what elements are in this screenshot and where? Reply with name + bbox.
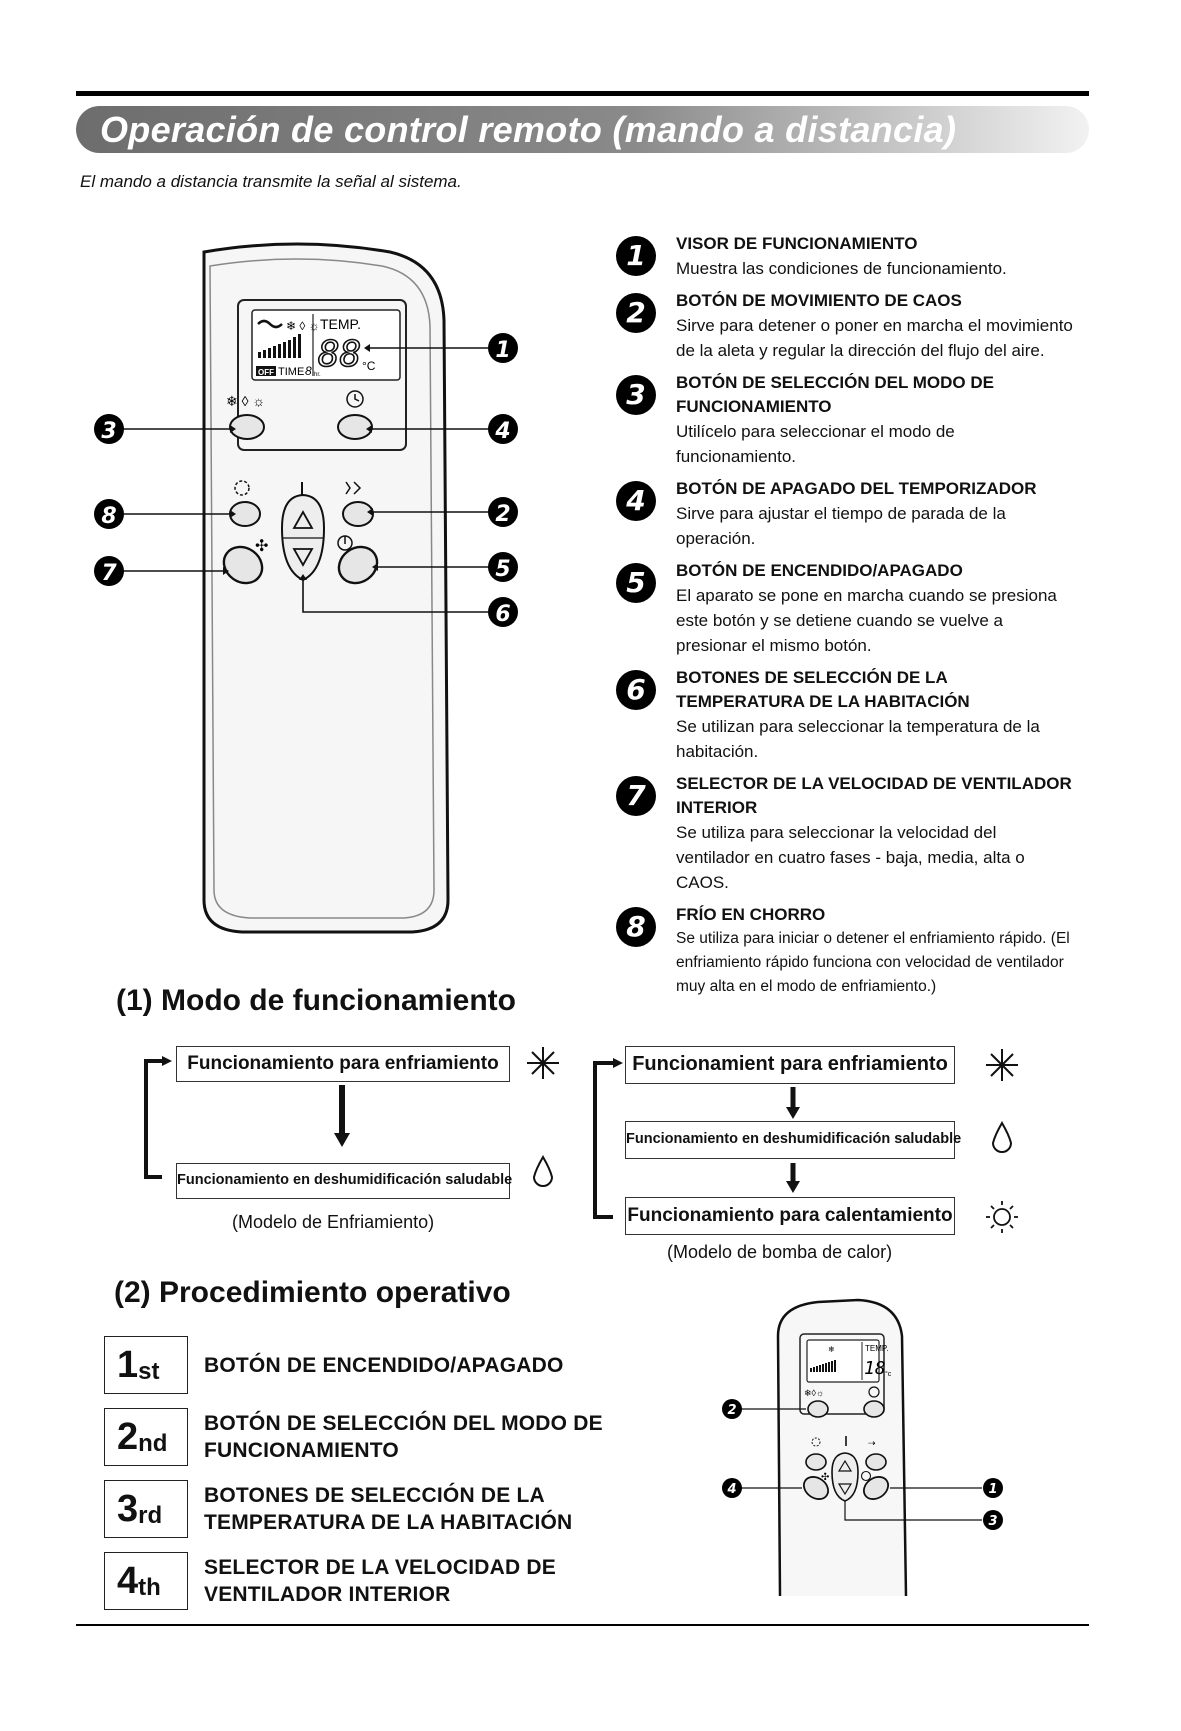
- legend-description: Muestra las condiciones de funcionamiento.: [676, 259, 1007, 278]
- legend-heading: BOTONES DE SELECCIÓN DE LA TEMPERATURA DE LA HABITACIÓN: [676, 668, 970, 711]
- legend-heading: BOTÓN DE SELECCIÓN DEL MODO DE FUNCIONAMIENTO: [676, 373, 994, 416]
- small-callout-1: [983, 1478, 1003, 1498]
- step-4-badge: $4_{th}$: [104, 1552, 188, 1610]
- svg-text:6: 6: [495, 602, 511, 627]
- callout-1: [488, 333, 518, 363]
- small-fan-icon: ✣: [821, 1472, 830, 1483]
- small-swing-button[interactable]: [866, 1454, 886, 1470]
- heat-pump-model-caption: (Modelo de bomba de calor): [667, 1242, 893, 1262]
- legend-number-badge: 6: [616, 670, 656, 710]
- legend-item: [614, 289, 1074, 363]
- legend-description: Se utilizan para seleccionar la temperatura de la habitación.: [676, 717, 1040, 761]
- droplet-icon: [993, 1123, 1011, 1152]
- callout-8: [94, 499, 124, 529]
- cooling-model-caption: (Modelo de Enfriamiento): [232, 1212, 435, 1232]
- legend-number-badge: 1: [616, 236, 656, 276]
- legend-item: [614, 232, 1074, 281]
- droplet-icon: [534, 1157, 552, 1186]
- legend-heading: SELECTOR DE LA VELOCIDAD DE VENTILADOR INTERIOR: [676, 774, 1072, 817]
- small-remote-illustration: [718, 1296, 1018, 1616]
- svg-text:5: 5: [495, 557, 511, 582]
- snowflake-icon: [986, 1049, 1018, 1081]
- small-mode-button[interactable]: [808, 1401, 828, 1417]
- legend-number-badge: 5: [616, 563, 656, 603]
- legend-item: [614, 772, 1074, 895]
- step-3-label: BOTONES DE SELECCIÓN DE LA TEMPERATURA DE LA HABITACIÓN: [204, 1484, 573, 1534]
- svg-text:3: 3: [988, 1514, 998, 1529]
- callout-2: [488, 497, 518, 527]
- lcd-hr-label: hr.: [314, 372, 321, 378]
- small-callout-3: [983, 1510, 1003, 1530]
- step-2-badge: $2_{nd}$: [104, 1408, 188, 1466]
- procedure-section-title: (2) Procedimiento operativo: [114, 1276, 511, 1309]
- button-legend: [614, 232, 1074, 1007]
- timer-off-button[interactable]: [338, 415, 372, 439]
- legend-description: Se utiliza para seleccionar la velocidad del ventilador en cuatro fases - baja, media, alta o CAOS.: [676, 823, 1025, 892]
- sun-icon: [986, 1201, 1018, 1233]
- svg-text:1: 1: [988, 1482, 998, 1497]
- step-1-label: BOTÓN DE ENCENDIDO/APAGADO: [204, 1354, 564, 1377]
- legend-heading: FRÍO EN CHORRO: [676, 905, 826, 924]
- legend-description: Sirve para ajustar el tiempo de parada de la operación.: [676, 504, 1006, 548]
- legend-number-badge: 8: [616, 907, 656, 947]
- small-mode-icons: ❄◊☼: [804, 1388, 825, 1398]
- chaos-swing-button[interactable]: [343, 502, 373, 526]
- svg-text:3: 3: [101, 419, 117, 444]
- legend-item: [614, 477, 1074, 551]
- legend-heading: VISOR DE FUNCIONAMIENTO: [676, 234, 918, 253]
- fan-icon: ✣: [255, 538, 269, 555]
- small-jet-button[interactable]: [806, 1454, 826, 1470]
- hp-cooling-mode-box: Funcionamient para enfriamiento: [625, 1046, 955, 1084]
- callout-3: [94, 414, 124, 444]
- legend-item: [614, 903, 1074, 999]
- legend-description: El aparato se pone en marcha cuando se presiona este botón y se detiene cuando se vuelve a presionar el mismo botón.: [676, 586, 1057, 655]
- step-3-badge: $3_{rd}$: [104, 1480, 188, 1538]
- snowflake-icon: [527, 1047, 559, 1079]
- mode-select-button[interactable]: [230, 415, 264, 439]
- intro-text: El mando a distancia transmite la señal al sistema.: [80, 172, 462, 191]
- lcd-time-digit: 8: [305, 364, 312, 378]
- mode-section-title: (1) Modo de funcionamiento: [116, 984, 516, 1017]
- legend-number-badge: 4: [616, 481, 656, 521]
- page-title: Operación de control remoto (mando a distancia): [100, 109, 957, 150]
- lcd-mode-icons: ❄ ◊ ☼: [286, 319, 320, 333]
- hp-heating-mode-box: Funcionamiento para calentamiento: [625, 1197, 955, 1235]
- legend-item: [614, 371, 1074, 469]
- lcd-time-label: TIME: [278, 366, 305, 378]
- legend-number-badge: 7: [616, 776, 656, 816]
- svg-text:2: 2: [727, 1403, 737, 1418]
- remote-illustration: [90, 240, 590, 960]
- legend-item: [614, 559, 1074, 658]
- legend-heading: BOTÓN DE ENCENDIDO/APAGADO: [676, 561, 963, 580]
- svg-text:4: 4: [495, 419, 511, 444]
- legend-heading: BOTÓN DE APAGADO DEL TEMPORIZADOR: [676, 479, 1037, 498]
- callout-7: [94, 556, 124, 586]
- step-4-label: SELECTOR DE LA VELOCIDAD DE VENTILADOR INTERIOR: [204, 1556, 556, 1606]
- small-callout-4: [722, 1478, 742, 1498]
- step-1-badge: $1_{st}$: [104, 1336, 188, 1394]
- callout-5: [488, 552, 518, 582]
- svg-text:4: 4: [727, 1482, 737, 1497]
- callout-6: [488, 597, 518, 627]
- small-timer-button[interactable]: [864, 1401, 884, 1417]
- svg-text:2: 2: [495, 502, 511, 527]
- svg-text:1: 1: [495, 338, 511, 363]
- small-callout-2: [722, 1399, 742, 1419]
- legend-number-badge: 2: [616, 293, 656, 333]
- lcd-digits: 88: [318, 334, 362, 375]
- legend-description: Utilícelo para seleccionar el modo de funcionamiento.: [676, 422, 955, 466]
- hp-dehumidify-mode-box: Funcionamiento en deshumidificación saludable: [625, 1121, 955, 1159]
- lcd-off-badge: OFF: [258, 368, 274, 377]
- callout-4: [488, 414, 518, 444]
- legend-item: [614, 666, 1074, 764]
- lcd-temp-label: TEMP.: [320, 316, 361, 332]
- legend-description: Se utiliza para iniciar o detener el enfriamiento rápido. (El enfriamiento rápido funciona con velocidad de ventilador muy alta en el modo de enfriamiento.): [676, 930, 1070, 995]
- small-snow-icon: ❄: [828, 1345, 835, 1354]
- mode-select-icons: ❄ ◊ ☼: [226, 393, 266, 409]
- step-2-label: BOTÓN DE SELECCIÓN DEL MODO DE FUNCIONAMIENTO: [204, 1412, 603, 1462]
- dehumidify-mode-box: Funcionamiento en deshumidificación saludable: [176, 1163, 510, 1199]
- small-lcd-digits: 18: [864, 1358, 886, 1379]
- cooling-mode-box: Funcionamiento para enfriamiento: [176, 1046, 510, 1082]
- bottom-rule: [76, 1624, 1089, 1626]
- svg-text:8: 8: [101, 504, 117, 529]
- top-rule: [76, 91, 1089, 96]
- legend-number-badge: 3: [616, 375, 656, 415]
- legend-heading: BOTÓN DE MOVIMIENTO DE CAOS: [676, 291, 962, 310]
- svg-text:7: 7: [101, 561, 117, 586]
- small-swing-icon: ⇢: [868, 1438, 876, 1448]
- legend-description: Sirve para detener o poner en marcha el movimiento de la aleta y regular la dirección del flujo del aire.: [676, 316, 1073, 360]
- lcd-unit: °C: [362, 359, 376, 373]
- small-lcd-temp-label: TEMP.: [865, 1344, 889, 1353]
- small-lcd-unit: °c: [885, 1371, 892, 1378]
